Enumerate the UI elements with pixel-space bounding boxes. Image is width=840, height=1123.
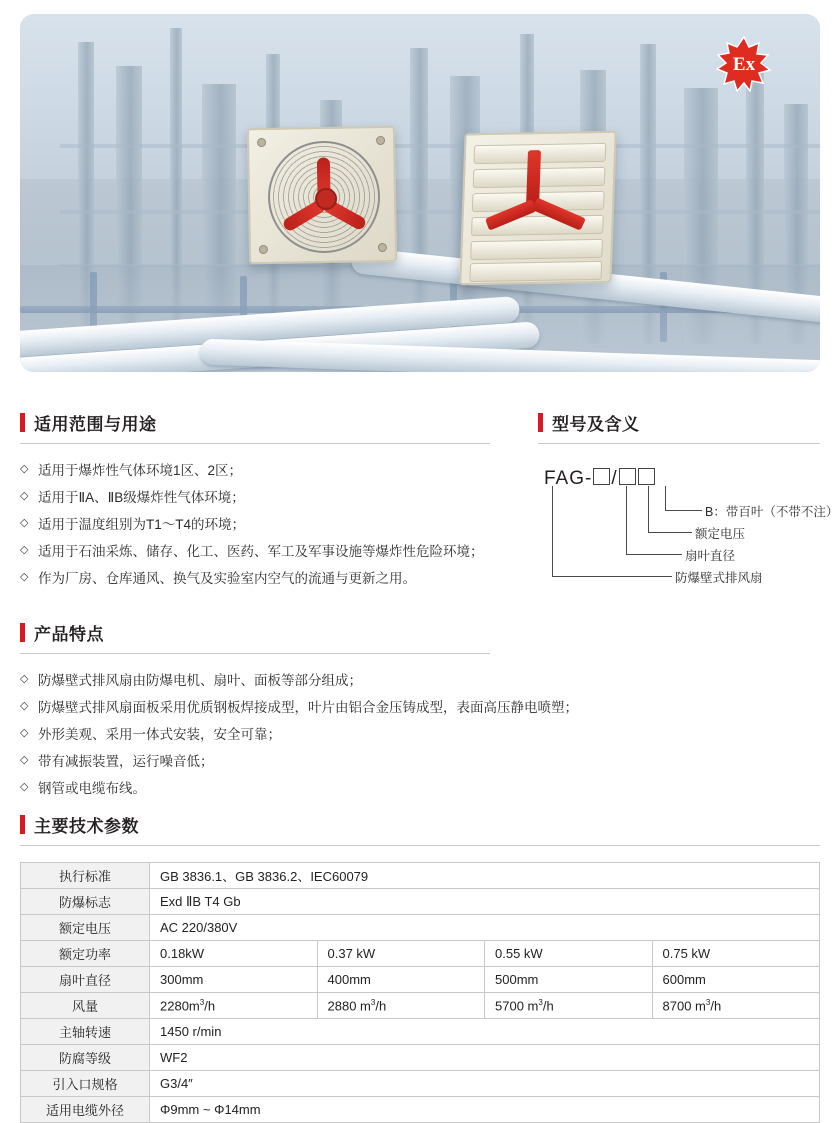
section-scope-title xyxy=(20,410,490,435)
list-item: ◇ 作为厂房、仓库通风、换气及实验室内空气的流通与更新之用。 xyxy=(20,566,490,593)
section-model-heading-text: 型号及含义 xyxy=(552,415,640,434)
model-code-separator: / xyxy=(611,468,618,489)
table-row xyxy=(21,1071,820,1097)
leader-label-product: 防爆壁式排风扇 xyxy=(675,571,763,585)
table-row xyxy=(21,863,820,889)
spec-row-value: Φ9mm ~ Φ14mm xyxy=(150,1097,820,1123)
spec-row-value: 1450 r/min xyxy=(150,1019,820,1045)
model-code-prefix: FAG- xyxy=(544,468,593,489)
spec-row-value: $2280m^3/h$ xyxy=(150,993,318,1019)
plant-walkway xyxy=(60,210,820,214)
spec-row-value: 0.18kW xyxy=(150,941,318,967)
model-box-diameter xyxy=(593,468,610,485)
table-row xyxy=(21,915,820,941)
section-specs-heading-text: 主要技术参数 xyxy=(34,817,139,836)
table-row xyxy=(21,1045,820,1071)
spec-row-label: 风量 xyxy=(21,993,150,1019)
accent-bar xyxy=(20,413,25,432)
spec-row-value: 2880 $m^3/h$ xyxy=(317,993,485,1019)
model-code-diagram xyxy=(538,462,839,622)
product-hero-image xyxy=(20,14,820,372)
section-model xyxy=(538,410,839,622)
spec-row-value: 0.75 kW xyxy=(652,941,820,967)
section-scope xyxy=(20,410,490,593)
spec-row-label: 防腐等级 xyxy=(21,1045,150,1071)
table-row xyxy=(21,889,820,915)
list-item: ◇ 带有减振装置，运行噪音低； xyxy=(20,749,820,776)
list-item: ◇ 钢管或电缆布线。 xyxy=(20,776,820,803)
list-item: ◇ 适用于石油采炼、储存、化工、医药、军工及军事设施等爆炸性危险环境； xyxy=(20,539,490,566)
spec-row-value: AC 220/380V xyxy=(150,915,820,941)
leader-line-product xyxy=(552,486,672,577)
list-item: ◇ 外形美观、采用一体式安装，安全可靠； xyxy=(20,722,820,749)
table-row xyxy=(21,967,820,993)
ex-certification-badge xyxy=(716,36,772,92)
leader-label-diameter: 扇叶直径 xyxy=(685,549,736,563)
spec-row-value: 5700 $m^3/h$ xyxy=(485,993,653,1019)
accent-bar xyxy=(20,623,25,642)
spec-row-label: 引入口规格 xyxy=(21,1071,150,1097)
features-list xyxy=(20,668,820,803)
section-features xyxy=(20,620,820,803)
accent-bar xyxy=(20,815,25,834)
model-box-voltage xyxy=(619,468,636,485)
accent-bar xyxy=(538,413,543,432)
list-item: ◇ 防爆壁式排风扇由防爆电机、扇叶、面板等部分组成； xyxy=(20,668,820,695)
spec-row-label: 适用电缆外径 xyxy=(21,1097,150,1123)
list-item: ◇ 防爆壁式排风扇面板采用优质钢板焊接成型，叶片由铝合金压铸成型，表面高压静电喷塑； xyxy=(20,695,820,722)
plant-walkway xyxy=(60,144,820,148)
list-item: ◇ 适用于ⅡA、ⅡB级爆炸性气体环境； xyxy=(20,485,490,512)
spec-row-value: GB 3836.1、GB 3836.2、IEC60079 xyxy=(150,863,820,889)
section-specs-title xyxy=(20,812,820,837)
section-divider xyxy=(20,845,820,846)
spec-row-value: WF2 xyxy=(150,1045,820,1071)
table-row xyxy=(21,941,820,967)
spec-row-value: 0.37 kW xyxy=(317,941,485,967)
section-features-title xyxy=(20,620,820,645)
leader-label-voltage: 额定电压 xyxy=(695,527,746,541)
section-model-title xyxy=(538,410,820,435)
spec-row-value: 8700 $m^3/h$ xyxy=(652,993,820,1019)
spec-row-label: 额定电压 xyxy=(21,915,150,941)
product-exhaust-fan-open xyxy=(247,126,397,265)
spec-row-value: G3/4″ xyxy=(150,1071,820,1097)
section-divider xyxy=(20,653,490,654)
section-scope-heading-text: 适用范围与用途 xyxy=(34,415,157,434)
specs-table xyxy=(20,862,820,1123)
section-features-heading-text: 产品特点 xyxy=(34,625,104,644)
section-specs xyxy=(20,812,820,1123)
fan-guard-grille xyxy=(267,140,381,254)
spec-row-label: 主轴转速 xyxy=(21,1019,150,1045)
leader-label-louver: B：带百叶（不带不注） xyxy=(705,505,839,519)
table-row xyxy=(21,1097,820,1123)
spec-row-label: 防爆标志 xyxy=(21,889,150,915)
spec-row-value: 300mm xyxy=(150,967,318,993)
list-item: ◇ 适用于温度组别为T1～T4的环境； xyxy=(20,512,490,539)
list-item: ◇ 适用于爆炸性气体环境1区、2区； xyxy=(20,458,490,485)
specs-table-body xyxy=(21,863,820,1123)
section-divider xyxy=(20,443,490,444)
spec-row-value: Exd ⅡB T4 Gb xyxy=(150,889,820,915)
product-exhaust-fan-louver xyxy=(459,131,616,286)
spec-row-value: 400mm xyxy=(317,967,485,993)
spec-row-value: 600mm xyxy=(652,967,820,993)
section-divider xyxy=(538,443,820,444)
spec-row-value: 0.55 kW xyxy=(485,941,653,967)
spec-row-label: 扇叶直径 xyxy=(21,967,150,993)
spec-row-label: 额定功率 xyxy=(21,941,150,967)
scope-list xyxy=(20,458,490,593)
table-row xyxy=(21,993,820,1019)
model-box-louver xyxy=(638,468,655,485)
spec-row-value: 500mm xyxy=(485,967,653,993)
spec-row-label: 执行标准 xyxy=(21,863,150,889)
svg-text:Ex: Ex xyxy=(732,54,756,75)
table-row xyxy=(21,1019,820,1045)
